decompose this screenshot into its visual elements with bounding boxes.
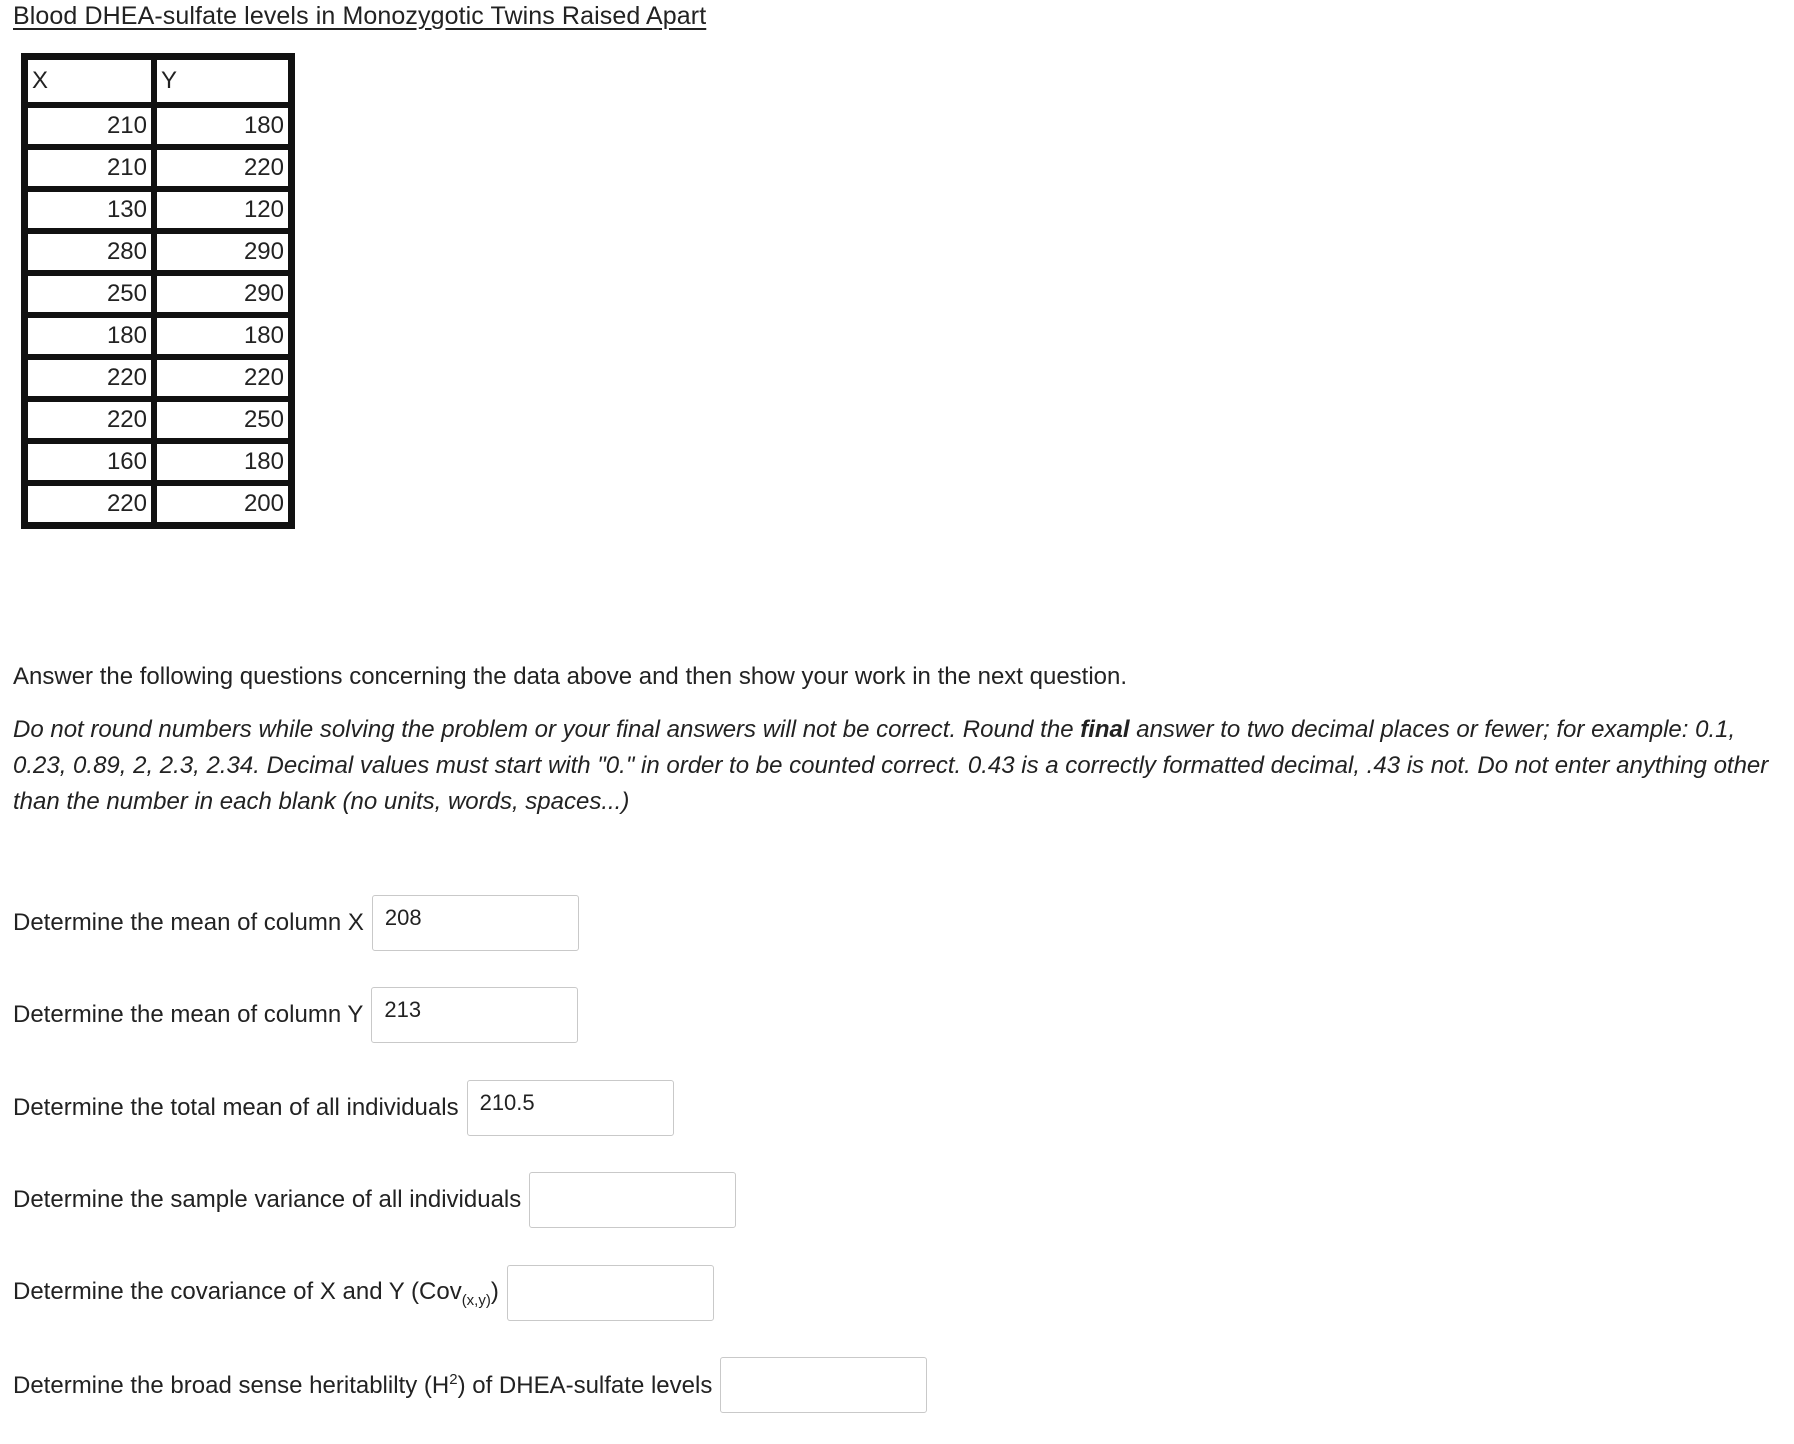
question-label: Determine the sample variance of all individuals xyxy=(13,1186,522,1213)
question-label: Determine the mean of column X xyxy=(13,909,364,936)
cell-y: 200 xyxy=(154,483,291,525)
heritability-input[interactable] xyxy=(720,1357,927,1413)
table-header-row xyxy=(25,57,291,105)
cell-x: 180 xyxy=(25,315,154,357)
instructions-part2: answer to two decimal places or fewer; for example: 0.1, 0.23, 0.89, 2, 2.3, 2.34. Decimal values must start with "0." in order to be counted correct. 0.43 is a correctly formatted decimal, .43 is not. Do not enter anything other than the number in each blank (no units, words, spaces...) xyxy=(13,716,1769,815)
question-label xyxy=(13,1278,499,1309)
table-row xyxy=(25,147,291,189)
cell-x: 280 xyxy=(25,231,154,273)
cell-x: 250 xyxy=(25,273,154,315)
page-title: Blood DHEA-sulfate levels in Monozygotic Twins Raised Apart xyxy=(13,2,707,30)
cell-x: 160 xyxy=(25,441,154,483)
table-row xyxy=(25,315,291,357)
data-table xyxy=(21,53,295,529)
cell-y: 180 xyxy=(154,105,291,147)
table-row xyxy=(25,441,291,483)
table-row xyxy=(25,483,291,525)
cell-y: 180 xyxy=(154,315,291,357)
covariance-input[interactable] xyxy=(507,1265,714,1321)
label-superscript: 2 xyxy=(449,1370,458,1388)
header-cell-y: Y xyxy=(154,57,291,105)
mean-x-input[interactable] xyxy=(372,895,579,951)
variance-input[interactable] xyxy=(529,1172,736,1228)
label-pre: Determine the broad sense heritablilty (H xyxy=(13,1371,450,1399)
question-label: Determine the total mean of all individuals xyxy=(13,1094,459,1121)
intro-text: Answer the following questions concerning the data above and then show your work in the next question. xyxy=(13,663,1128,690)
question-heritability xyxy=(13,1357,927,1413)
table-row xyxy=(25,189,291,231)
cell-y: 290 xyxy=(154,273,291,315)
question-covariance xyxy=(13,1265,714,1321)
question-mean-y xyxy=(13,987,578,1043)
cell-y: 220 xyxy=(154,147,291,189)
instructions-bold: final xyxy=(1080,716,1130,743)
header-cell-x: X xyxy=(25,57,154,105)
cell-x: 220 xyxy=(25,399,154,441)
label-pre: Determine the covariance of X and Y (Cov xyxy=(13,1277,462,1305)
label-post: ) of DHEA-sulfate levels xyxy=(457,1371,713,1399)
instructions-text xyxy=(13,712,1788,820)
question-variance xyxy=(13,1172,736,1228)
question-total-mean xyxy=(13,1080,674,1136)
mean-y-input[interactable] xyxy=(371,987,578,1043)
table-row xyxy=(25,273,291,315)
cell-y: 180 xyxy=(154,441,291,483)
label-subscript: (x,y) xyxy=(461,1291,491,1309)
cell-x: 210 xyxy=(25,147,154,189)
cell-y: 220 xyxy=(154,357,291,399)
cell-y: 250 xyxy=(154,399,291,441)
cell-x: 130 xyxy=(25,189,154,231)
cell-x: 220 xyxy=(25,483,154,525)
cell-y: 290 xyxy=(154,231,291,273)
table-row xyxy=(25,105,291,147)
table-row xyxy=(25,357,291,399)
table-row xyxy=(25,231,291,273)
cell-x: 220 xyxy=(25,357,154,399)
question-label xyxy=(13,1371,712,1400)
table-row xyxy=(25,399,291,441)
question-mean-x xyxy=(13,895,579,951)
cell-y: 120 xyxy=(154,189,291,231)
question-label: Determine the mean of column Y xyxy=(13,1001,364,1028)
total-mean-input[interactable] xyxy=(467,1080,674,1136)
cell-x: 210 xyxy=(25,105,154,147)
label-post: ) xyxy=(490,1277,499,1305)
instructions-part1: Do not round numbers while solving the problem or your final answers will not be correct. Round the xyxy=(13,716,1081,743)
